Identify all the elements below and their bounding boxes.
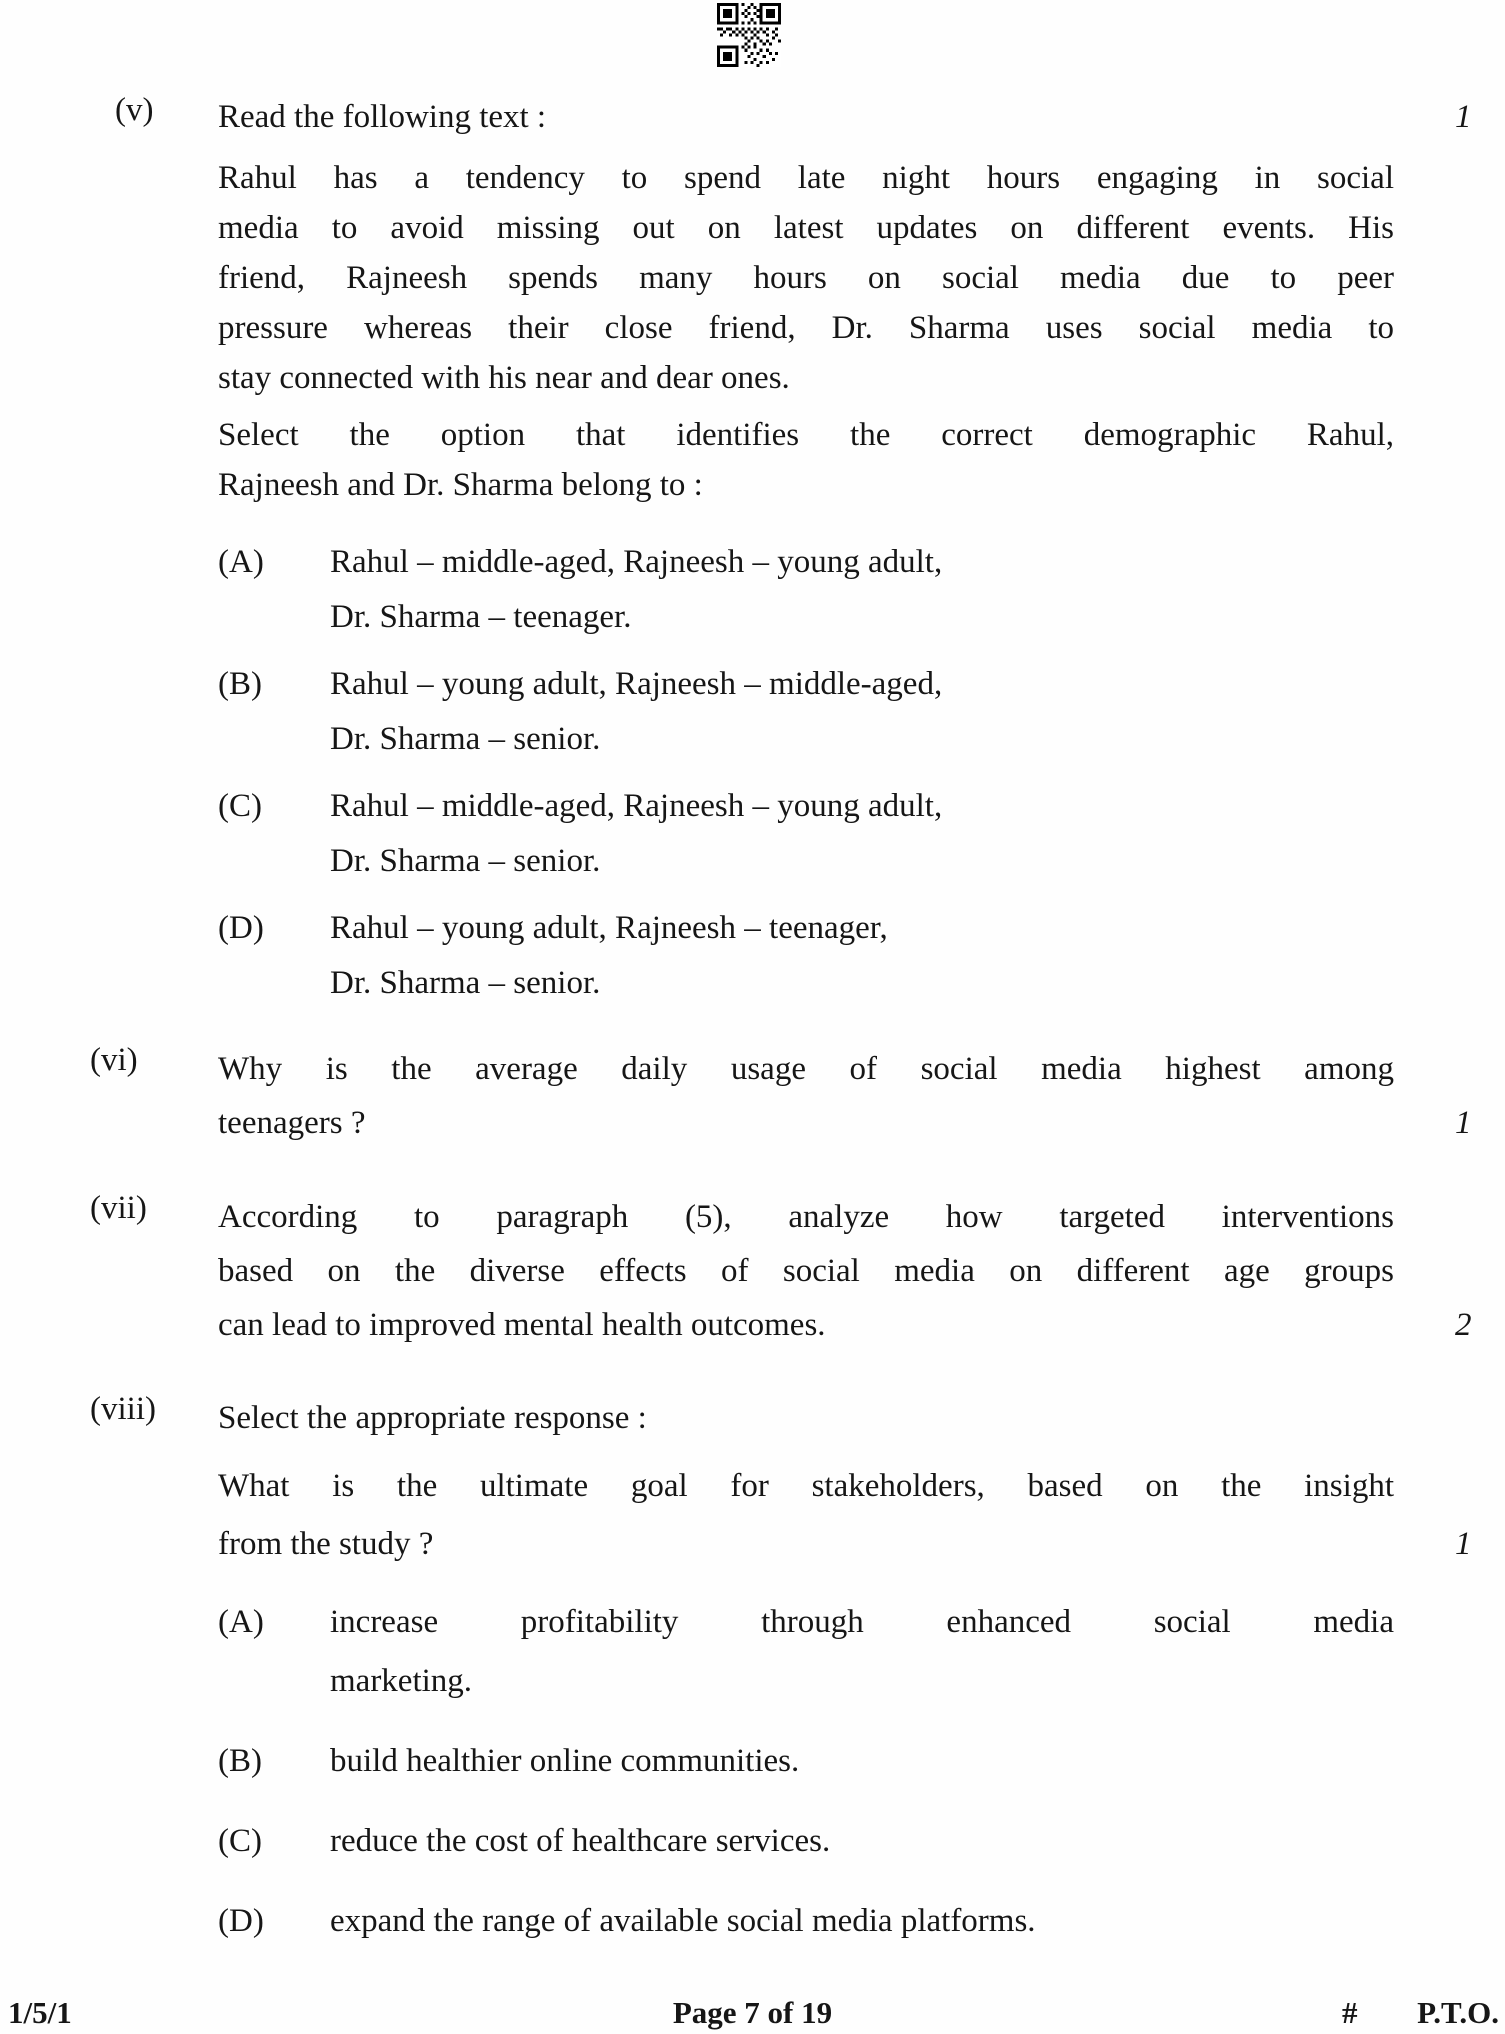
question-vi-marks: 1 (1455, 1105, 1472, 1141)
passage-line: Rahul has a tendency to spend late night hours engaging in social (218, 160, 1394, 196)
option-c (218, 1812, 1394, 1871)
option-b-line: build healthier online communities. (330, 1743, 800, 1779)
option-b-line: Dr. Sharma – senior. (330, 721, 601, 757)
pto-label: P.T.O. (1417, 1995, 1499, 2030)
option-a-line: increase profitability through enhanced social media (330, 1604, 1394, 1640)
question-viii-number: (viii) (90, 1391, 156, 1427)
option-a-line: Dr. Sharma – teenager. (330, 599, 632, 635)
option-d-label: (D) (218, 910, 264, 946)
question-vi-number: (vi) (90, 1042, 138, 1078)
passage-line: pressure whereas their close friend, Dr. Sharma uses social media to (218, 310, 1394, 346)
option-c-line: reduce the cost of healthcare services. (330, 1823, 831, 1859)
passage-line: media to avoid missing out on latest updates on different events. His (218, 210, 1394, 246)
question-vii-line: based on the diverse effects of social media on different age groups (218, 1253, 1394, 1289)
question-v-options (218, 535, 1394, 1011)
option-d-line: Dr. Sharma – senior. (330, 965, 601, 1001)
option-d-label: (D) (218, 1903, 264, 1939)
question-viii-intro: Select the appropriate response : (218, 1400, 647, 1436)
option-c-line: Dr. Sharma – senior. (330, 843, 601, 879)
question-vii-marks: 2 (1455, 1307, 1472, 1343)
option-b (218, 1732, 1394, 1791)
option-d-line: Rahul – young adult, Rajneesh – teenager, (330, 910, 888, 946)
question-viii-marks: 1 (1455, 1526, 1472, 1562)
prompt-line: Rajneesh and Dr. Sharma belong to : (218, 467, 703, 503)
option-b-label: (B) (218, 666, 262, 702)
question-vii-line-text: can lead to improved mental health outcomes. (218, 1307, 826, 1343)
question-vi-line (218, 1096, 1472, 1150)
option-b-label: (B) (218, 1743, 262, 1779)
question-vii-number: (vii) (90, 1190, 147, 1226)
question-v-passage (218, 153, 1394, 403)
question-v-marks: 1 (1455, 99, 1472, 135)
question-vi-line-text: teenagers ? (218, 1105, 366, 1141)
paper-code: 1/5/1 (8, 1995, 72, 2030)
prompt-line: Select the option that identifies the correct demographic Rahul, (218, 417, 1394, 453)
option-c-line: Rahul – middle-aged, Rajneesh – young adult, (330, 788, 943, 824)
option-c-label: (C) (218, 788, 262, 824)
question-viii-options (218, 1593, 1394, 1951)
option-c (218, 779, 1394, 889)
hash-symbol: # (1342, 1995, 1358, 2030)
question-viii-prompt (218, 1457, 1472, 1573)
option-c-label: (C) (218, 1823, 262, 1859)
prompt-line: What is the ultimate goal for stakeholders, based on the insight (218, 1468, 1394, 1504)
passage-line: stay connected with his near and dear ones. (218, 360, 790, 396)
question-v-intro (218, 92, 1472, 142)
page-number: Page 7 of 19 (672, 1995, 833, 2030)
option-a (218, 1593, 1394, 1711)
option-a-label: (A) (218, 1604, 264, 1640)
qr-code-icon (712, 3, 786, 67)
page-footer (0, 1996, 1505, 2034)
option-a-line: marketing. (330, 1663, 473, 1699)
question-vi-line: Why is the average daily usage of social media highest among (218, 1051, 1394, 1087)
question-vii-line: According to paragraph (5), analyze how targeted interventions (218, 1199, 1394, 1235)
question-vii-line (218, 1298, 1472, 1352)
question-v-prompt (218, 410, 1394, 510)
option-a-line: Rahul – middle-aged, Rajneesh – young adult, (330, 544, 943, 580)
option-b-line: Rahul – young adult, Rajneesh – middle-aged, (330, 666, 943, 702)
question-v-intro-text: Read the following text : (218, 99, 547, 135)
prompt-line (218, 1515, 1472, 1573)
option-d (218, 1892, 1394, 1951)
option-b (218, 657, 1394, 767)
option-a-label: (A) (218, 544, 264, 580)
passage-line: friend, Rajneesh spends many hours on social media due to peer (218, 260, 1394, 296)
question-v-number: (v) (115, 92, 154, 128)
prompt-line-text: from the study ? (218, 1526, 434, 1562)
option-a (218, 535, 1394, 645)
option-d-line: expand the range of available social media platforms. (330, 1903, 1036, 1939)
option-d (218, 901, 1394, 1011)
